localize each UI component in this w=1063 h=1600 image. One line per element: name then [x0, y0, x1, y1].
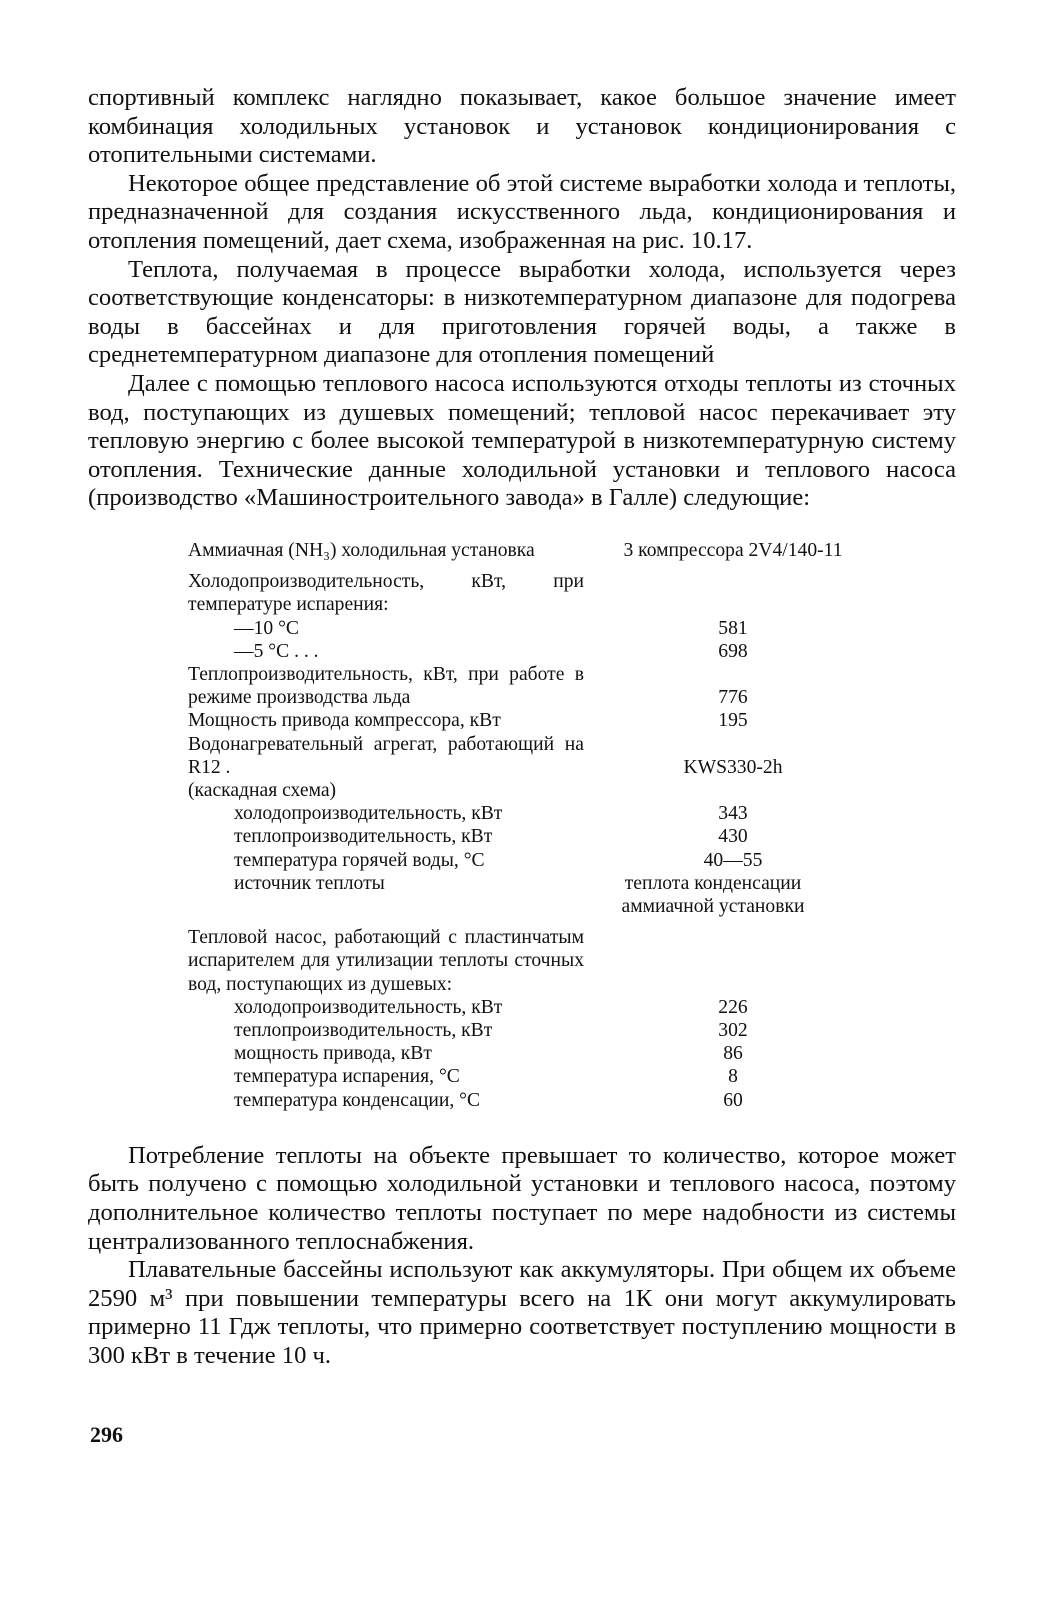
- spec-label: —10 °С: [234, 617, 299, 639]
- spec-value: 343: [718, 803, 748, 825]
- spec-label: Водонагревательный агрегат, работающий на R12 .: [188, 733, 584, 778]
- spec-row: [188, 709, 858, 732]
- spec-label: Аммиачная (NH₃) холодильная установка: [188, 539, 535, 561]
- spec-label: Мощность привода компрессора, кВт: [188, 710, 501, 732]
- technical-specs-table: [188, 539, 858, 1112]
- document-page: [88, 84, 956, 1371]
- spec-value: 60: [723, 1089, 743, 1111]
- spec-label: Тепловой насос, работающий с пластинчатым испарителем для утилизации теплоты сточных вод, поступающих из душевых:: [188, 927, 584, 995]
- spec-label: Теплопроизводительность, кВт, при работе в режиме производства льда: [188, 663, 584, 709]
- spec-label: источник теплоты: [234, 872, 385, 894]
- spec-value: 40—55: [703, 849, 763, 871]
- spec-label: Холодопроизводительность, кВт, при температуре испарения:: [188, 571, 584, 616]
- spec-value: теплота конденсации аммиачной установки: [621, 872, 805, 917]
- spec-row: [188, 663, 858, 709]
- spec-value: 195: [718, 710, 748, 732]
- spec-row: [188, 926, 858, 996]
- spec-row: [188, 733, 858, 779]
- spec-row: [188, 802, 858, 825]
- spec-value: 8: [728, 1066, 738, 1088]
- spec-value: 3 компрессора 2V4/140-11: [623, 539, 843, 561]
- spec-value: 302: [718, 1019, 748, 1041]
- spec-value: 698: [718, 640, 748, 662]
- spec-row: [188, 779, 858, 802]
- spec-row: [188, 872, 858, 918]
- spec-label: мощность привода, кВт: [234, 1043, 432, 1065]
- spec-label: температура конденсации, °С: [234, 1089, 481, 1111]
- paragraph-heat-recovery: Теплота, получаемая в процессе выработки холода, используется через соответствующие конденсаторы: в низкотемпературном диапазоне для подогрева воды в бассейнах и для приготовления горячей воды, а также в среднетемпературном диапазоне для отопления помещений: [88, 255, 956, 369]
- spec-row: [188, 539, 858, 562]
- spec-label: теплопроизводительность, кВт: [234, 826, 493, 848]
- spec-row: [188, 825, 858, 848]
- spec-label: —5 °С . . .: [234, 640, 319, 662]
- spec-value: 430: [718, 826, 748, 848]
- spec-row: [188, 1019, 858, 1042]
- paragraph-heat-pump: Далее с помощью теплового насоса используются отходы теплоты из сточных вод, поступающих из душевых помещений; тепловой насос перекачивает эту тепловую энергию с более высокой температурой в низкотемпературную систему отопления. Технические данные холодильной установки и теплового насоса (производство «Машиностроительного завода» в Галле) следующие:: [88, 369, 956, 512]
- paragraph-heat-consumption: Потребление теплоты на объекте превышает то количество, которое может быть получено с помощью холодильной установки и теплового насоса, поэтому дополнительное количество теплоты поступает по мере надобности из системы централизованного теплоснабжения.: [88, 1141, 956, 1255]
- spec-row: [188, 570, 858, 616]
- paragraph-pools-accumulators: Плавательные бассейны используют как аккумуляторы. При общем их объеме 2590 м³ при повышении температуры всего на 1К они могут аккумулировать примерно 11 Гдж теплоты, что примерно соответствует поступлению мощности в 300 кВт в течение 10 ч.: [88, 1256, 956, 1369]
- spec-value: KWS330-2h: [683, 756, 783, 778]
- spec-label: холодопроизводительность, кВт: [234, 803, 503, 825]
- spec-value: 581: [718, 617, 748, 639]
- spec-row: [188, 1042, 858, 1065]
- page-number: 296: [90, 1422, 123, 1447]
- spec-label: теплопроизводительность, кВт: [234, 1019, 493, 1041]
- paragraph-intro: спортивный комплекс наглядно показывает, какое большое значение имеет комбинация холодильных установок и установок кондиционирования с отопительными системами.: [88, 84, 956, 169]
- spec-value: 86: [723, 1043, 743, 1065]
- spec-label: температура испарения, °С: [234, 1066, 460, 1088]
- spec-value: 226: [718, 996, 748, 1018]
- spec-row: [188, 996, 858, 1019]
- spec-label: температура горячей воды, °С: [234, 849, 485, 871]
- spec-row: [188, 849, 858, 872]
- spec-row: [188, 640, 858, 663]
- spec-value: 776: [718, 687, 748, 709]
- spec-row: [188, 1089, 858, 1112]
- paragraph-scheme: Некоторое общее представление об этой системе выработки холода и теплоты, предназначенной для создания искусственного льда, кондиционирования и отопления помещений, дает схема, изображенная на рис. 10.17.: [88, 169, 956, 254]
- spec-label: холодопроизводительность, кВт: [234, 996, 503, 1018]
- spec-row: [188, 617, 858, 640]
- spec-label: (каскадная схема): [188, 779, 337, 801]
- spec-row: [188, 1065, 858, 1088]
